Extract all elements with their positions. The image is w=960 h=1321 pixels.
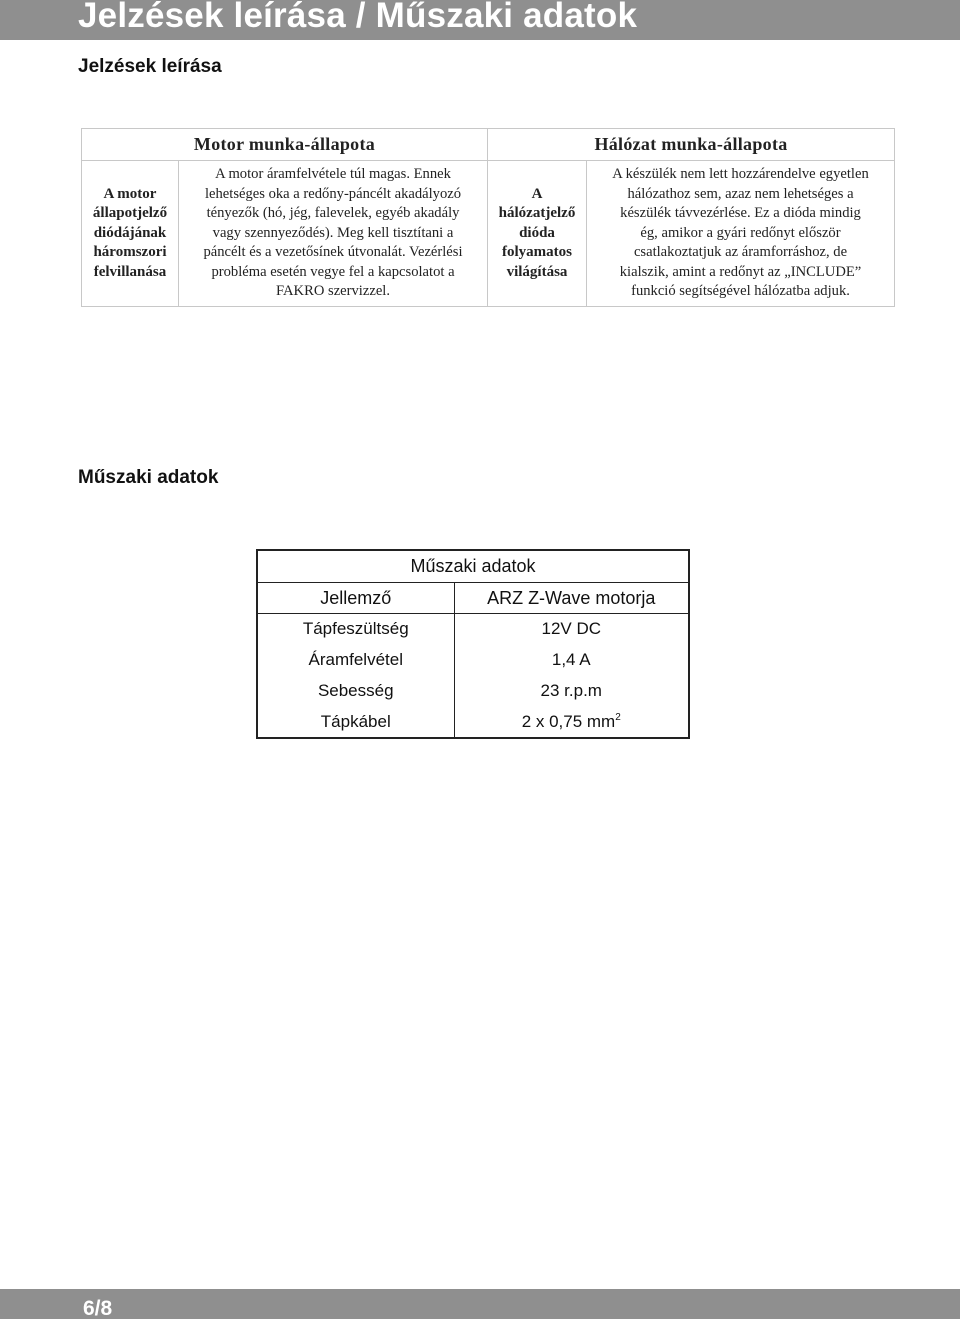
table-row [257,707,689,738]
row-label: Áramfelvétel [257,645,454,676]
row-label: Sebesség [257,676,454,707]
row-value: 1,4 A [454,645,689,676]
technical-data-table [256,549,690,739]
network-status-header: Hálózat munka-állapota [488,129,895,161]
row-value: 2 x 0,75 $mm^2$ [454,707,689,738]
network-signal-label: A hálózatjelző dióda folyamatos világítása [488,161,587,307]
section-heading-signals: Jelzések leírása [78,56,222,77]
table-row [257,645,689,676]
network-signal-description: A készülék nem lett hozzárendelve egyetlen hálózathoz sem, azaz nem lehetséges a készülék távvezérlése. Ez a dióda mindig ég, amikor a gyári redőnyt először csatlakoztatjuk az áramforráshoz, de kialszik, amint a redőnyt az „INCLUDE” funkció segítségével hálózatba adjuk. [587,161,895,307]
column-header-motor: ARZ Z-Wave motorja [454,583,689,614]
motor-signal-label: A motor állapotjelző diódájának háromszori felvillanása [82,161,179,307]
row-value: 23 r.p.m [454,676,689,707]
technical-table-caption: Műszaki adatok [257,550,689,583]
section-heading-technical: Műszaki adatok [78,467,219,488]
footer-bar [0,1289,960,1319]
column-header-property: Jellemző [257,583,454,614]
row-value: 12V DC [454,614,689,645]
superscript-exponent: 2 [615,711,621,723]
page-title: Jelzések leírása / Műszaki adatok [78,0,638,35]
row-label: Tápkábel [257,707,454,738]
motor-status-header: Motor munka-állapota [82,129,488,161]
table-row [257,676,689,707]
row-label: Tápfeszültség [257,614,454,645]
signals-table [81,128,895,307]
motor-signal-description: A motor áramfelvétele túl magas. Ennek lehetséges oka a redőny-páncélt akadályozó tényezők (hó, jég, falevelek, egyéb akadály vagy szennyeződés). Meg kell tisztítani a páncélt és a vezetősínek útvonalát. Vezérlési probléma esetén vegye fel a kapcsolatot a FAKRO szervizzel. [179,161,488,307]
table-row [257,614,689,645]
page-number: 6/8 [83,1297,113,1320]
